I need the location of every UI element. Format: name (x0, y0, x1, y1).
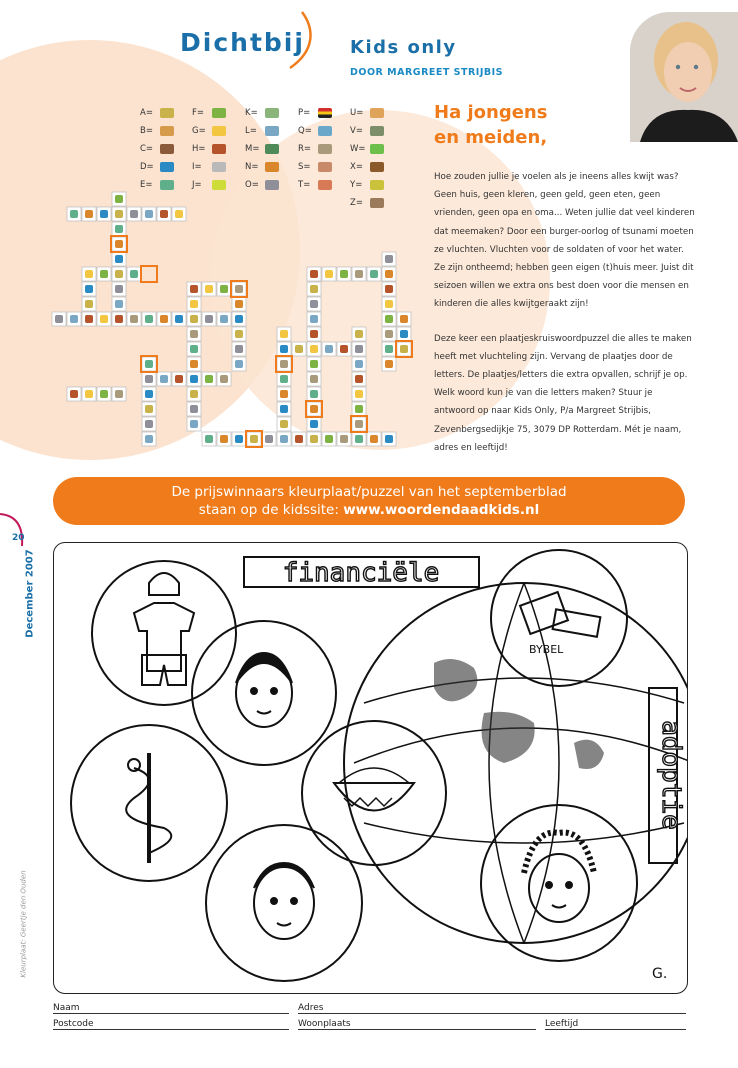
leaf-icon (212, 108, 226, 118)
highlighted-cell (141, 266, 157, 282)
crossword-picture-icon (100, 270, 108, 278)
scissors-icon (265, 180, 279, 190)
food-circle (302, 721, 446, 865)
crossword-picture-icon (70, 315, 78, 323)
legend-column: A= B= C= D= E= (140, 104, 174, 194)
crossword-picture-icon (175, 315, 183, 323)
page-number: 20 (12, 533, 25, 543)
crossword-picture-icon (145, 390, 153, 398)
books-icon (370, 126, 384, 136)
legend-column: F= G= H= I= J= (192, 104, 226, 194)
legend-column: U= V= W= X= Y= Z= (350, 104, 384, 212)
crossword-picture-icon (100, 315, 108, 323)
crossword-picture-icon (385, 360, 393, 368)
corn-icon (370, 180, 384, 190)
globe-drawing (344, 583, 687, 943)
crossword-picture-icon (280, 345, 288, 353)
crossword-picture-icon (115, 285, 123, 293)
section-title: Kids only (350, 37, 457, 58)
crossword-picture-icon (85, 315, 93, 323)
crossword-picture-icon (355, 360, 363, 368)
crossword-picture-icon (340, 435, 348, 443)
crossword-picture-icon (310, 375, 318, 383)
crossword-picture-icon (355, 435, 363, 443)
crossword-picture-icon (85, 270, 93, 278)
crossword-picture-icon (85, 300, 93, 308)
crossword-picture-icon (220, 315, 228, 323)
crossword-picture-icon (115, 300, 123, 308)
crossword-picture-icon (280, 360, 288, 368)
crossword-picture-icon (175, 375, 183, 383)
age-field[interactable] (545, 1029, 686, 1030)
crossword-picture-icon (145, 405, 153, 413)
crossword-picture-icon (355, 345, 363, 353)
book-icon (318, 144, 332, 154)
crossword-picture-icon (70, 210, 78, 218)
crossword-picture-icon (145, 375, 153, 383)
page-number-swoosh (0, 510, 30, 550)
crossword-picture-icon (355, 405, 363, 413)
adoptie-word: adoptie (656, 720, 686, 830)
crossword-picture-icon (190, 390, 198, 398)
coloring-page (53, 542, 688, 994)
crossword-picture-icon (145, 360, 153, 368)
crossword-picture-icon (280, 435, 288, 443)
crossword-picture-icon (55, 315, 63, 323)
crossword-picture-icon (190, 300, 198, 308)
bowl-icon (212, 162, 226, 172)
crossword-picture-icon (205, 315, 213, 323)
kidssite-link[interactable]: www.woordendaadkids.nl (343, 502, 540, 518)
crossword-picture-icon (250, 435, 258, 443)
crossword-picture-icon (70, 390, 78, 398)
crossword-picture-icon (280, 390, 288, 398)
bag-icon (265, 162, 279, 172)
artist-signature: G. (652, 966, 668, 982)
crossword-picture-icon (190, 360, 198, 368)
globe-icon (318, 126, 332, 136)
crossword-picture-icon (205, 285, 213, 293)
pot-icon (212, 144, 226, 154)
crossword-picture-icon (355, 420, 363, 428)
crossword-picture-icon (145, 315, 153, 323)
crossword-picture-icon (115, 240, 123, 248)
crossword-picture-icon (265, 435, 273, 443)
crossword-picture-icon (355, 375, 363, 383)
byline: DOOR MARGREET STRIJBIS (350, 67, 503, 78)
financiele-word: financiële (282, 558, 440, 588)
bread-icon (160, 126, 174, 136)
crossword-picture-icon (190, 345, 198, 353)
crossword-picture-icon (190, 375, 198, 383)
address-field[interactable] (298, 1013, 686, 1014)
crossword-picture-icon (385, 435, 393, 443)
crossword-picture-icon (160, 375, 168, 383)
crossword-picture-icon (130, 270, 138, 278)
crossword-picture-icon (235, 300, 243, 308)
crossword-picture-icon (85, 285, 93, 293)
issue-date: December 2007 (24, 549, 36, 638)
crossword-picture-icon (295, 345, 303, 353)
spoon-icon (160, 144, 174, 154)
crossword-picture-icon (145, 210, 153, 218)
crossword-picture-icon (205, 375, 213, 383)
crossword-picture-icon (145, 420, 153, 428)
crossword-picture-icon (280, 405, 288, 413)
shirt-icon (160, 180, 174, 190)
crossword-picture-icon (220, 375, 228, 383)
crossword-picture-icon (385, 270, 393, 278)
crossword-picture-icon (355, 390, 363, 398)
crossword-picture-icon (295, 435, 303, 443)
seeds-icon (370, 162, 384, 172)
crossword-picture-icon (130, 210, 138, 218)
crossword-picture-icon (115, 315, 123, 323)
crossword-picture-icon (340, 270, 348, 278)
sun-icon (212, 126, 226, 136)
picture-crossword (50, 190, 420, 465)
plate-icon (212, 180, 226, 190)
article-heading: Ha jongens en meiden, (434, 102, 548, 148)
name-field[interactable] (53, 1013, 289, 1014)
page-title: Dichtbij (180, 28, 305, 57)
brush-icon (265, 126, 279, 136)
crossword-picture-icon (115, 195, 123, 203)
crossword-picture-icon (280, 375, 288, 383)
crossword-picture-icon (355, 270, 363, 278)
crossword-picture-icon (190, 330, 198, 338)
crossword-picture-icon (115, 255, 123, 263)
crossword-picture-icon (100, 390, 108, 398)
girl-circle (192, 621, 336, 765)
crossword-picture-icon (370, 270, 378, 278)
crossword-picture-icon (400, 330, 408, 338)
crossword-picture-icon (190, 285, 198, 293)
crossword-picture-icon (370, 435, 378, 443)
crossword-picture-icon (310, 345, 318, 353)
crossword-picture-icon (310, 300, 318, 308)
form-label-age: Leeftijd (545, 1019, 579, 1029)
letter-icon (318, 180, 332, 190)
crossword-picture-icon (325, 345, 333, 353)
crossword-picture-icon (115, 390, 123, 398)
postcode-field[interactable] (53, 1029, 289, 1030)
crossword-picture-icon (220, 285, 228, 293)
form-label-address: Adres (298, 1003, 324, 1013)
crossword-picture-icon (205, 435, 213, 443)
form-label-city: Woonplaats (298, 1019, 351, 1029)
crossword-picture-icon (235, 330, 243, 338)
crossword-picture-icon (340, 345, 348, 353)
crossword-picture-icon (355, 330, 363, 338)
form-label-postcode: Postcode (53, 1019, 94, 1029)
author-photo (630, 12, 738, 142)
computer-icon (160, 162, 174, 172)
pen-icon (318, 162, 332, 172)
boy-circle (206, 825, 362, 981)
article-paragraph: Deze keer een plaatjeskruiswoordpuzzel die alles te maken heeft met vluchteling zijn. Vervang de plaatjes door de letters. De plaatjes/letters die extra opvallen, schrijf je op. Welk woord kun je van die letters maken? Stuur je antwoord op naar Kids Only, P/a Margreet Strijbis, Zevenbergsedijkje 75, 3079 DP Rotterdam. Mét je naam, adres en leeftijd! (434, 333, 692, 453)
crossword-picture-icon (325, 435, 333, 443)
crossword-picture-icon (385, 300, 393, 308)
crossword-picture-icon (310, 270, 318, 278)
crossword-picture-icon (235, 285, 243, 293)
illustration-credit: Kleurplaat: Geertje den Ouden (19, 870, 28, 978)
crossword-picture-icon (190, 315, 198, 323)
form-label-name: Naam (53, 1003, 80, 1013)
boat-icon (265, 108, 279, 118)
crossword-picture-icon (310, 390, 318, 398)
crossword-picture-icon (85, 210, 93, 218)
legend-column: K= L= M= N= O= (245, 104, 279, 194)
crossword-picture-icon (160, 315, 168, 323)
bottle-icon (265, 144, 279, 154)
crossword-picture-icon (115, 270, 123, 278)
crossword-picture-icon (385, 255, 393, 263)
article-body (434, 168, 696, 473)
crossword-picture-icon (160, 210, 168, 218)
crossword-picture-icon (325, 270, 333, 278)
crossword-picture-icon (310, 405, 318, 413)
crossword-picture-icon (235, 315, 243, 323)
crossword-picture-icon (115, 225, 123, 233)
crossword-picture-icon (85, 390, 93, 398)
crossword-picture-icon (385, 315, 393, 323)
city-field[interactable] (298, 1029, 536, 1030)
crossword-picture-icon (100, 210, 108, 218)
bible-label: BYBEL (529, 643, 564, 656)
crossword-picture-icon (385, 345, 393, 353)
title-swoosh (284, 10, 330, 72)
crossword-picture-icon (310, 435, 318, 443)
crossword-picture-icon (130, 315, 138, 323)
crossword-picture-icon (385, 285, 393, 293)
crossword-picture-icon (400, 315, 408, 323)
crossword-picture-icon (310, 330, 318, 338)
legend-column: P= Q= R= S= T= (298, 104, 332, 194)
key-icon (160, 108, 174, 118)
article-paragraph: Hoe zouden jullie je voelen als je ineens alles kwijt was? Geen huis, geen kleren, geen geld, geen eten, geen vrienden, geen opa en oma... Weten jullie dat veel kinderen dat meemaken? Door een burger-oorlog of tsunami moeten ze vluchten. Vluchten voor de soldaten of voor het water. Ze zijn ontheemd; hebben geen eigen (t)huis meer. Juist dit seizoen willen we extra ons best doen voor die mensen en kinderen die alles kwijtgeraakt zijn! (434, 172, 695, 310)
crossword-picture-icon (235, 345, 243, 353)
crossword-picture-icon (310, 285, 318, 293)
crossword-picture-icon (400, 345, 408, 353)
crossword-picture-icon (190, 405, 198, 413)
crossword-picture-icon (310, 315, 318, 323)
crossword-picture-icon (235, 360, 243, 368)
crossword-picture-icon (235, 435, 243, 443)
crossword-picture-icon (220, 435, 228, 443)
crossword-picture-icon (145, 435, 153, 443)
winners-banner: De prijswinnaars kleurplaat/puzzel van het septemberblad staan op de kidssite: www.woordendaadkids.nl (53, 477, 685, 525)
crossword-picture-icon (310, 420, 318, 428)
house-icon (370, 108, 384, 118)
crossword-picture-icon (175, 210, 183, 218)
crossword-picture-icon (280, 330, 288, 338)
flag-icon (318, 108, 332, 118)
crossword-picture-icon (385, 330, 393, 338)
crossword-picture-icon (190, 420, 198, 428)
crossword-picture-icon (310, 360, 318, 368)
clothes-circle (92, 561, 236, 705)
crossword-picture-icon (115, 210, 123, 218)
flower-icon (370, 144, 384, 154)
crossword-picture-icon (280, 420, 288, 428)
